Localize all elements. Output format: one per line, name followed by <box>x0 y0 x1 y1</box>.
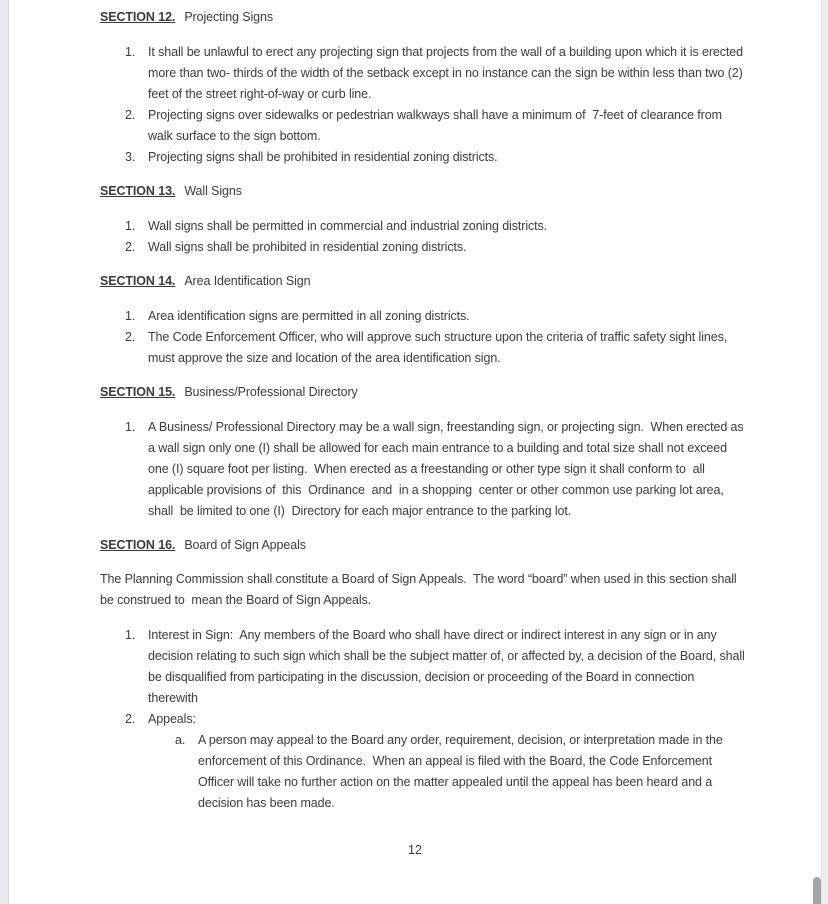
list-item-text: A Business/ Professional Directory may be a wall sign, freestanding sign, or projecting sign. When erected as a wall sign only one (I) shall be allowed for each main entrance to a building and total size shall not exceed one (I) square foot per listing. When erected as a freestanding or other type sign it shall conform to all applicable provisions of this Ordinance and in a shopping center or other common use parking lot area, shall be limited to one (I) Directory for each major entrance to the parking lot. <box>148 420 747 518</box>
page-left-edge <box>0 0 9 904</box>
ordinance-section <box>100 382 746 522</box>
list-item-text: Wall signs shall be permitted in commercial and industrial zoning districts. <box>148 219 548 233</box>
ordinance-section <box>100 271 746 369</box>
section-heading <box>100 7 746 28</box>
list-item <box>100 105 746 147</box>
list-item-text: Area identification signs are permitted in all zoning districts. <box>148 309 470 323</box>
section-label: SECTION 15. <box>100 385 176 399</box>
scrollbar-thumb[interactable] <box>813 877 821 904</box>
section-title: Wall Signs <box>184 184 242 198</box>
list-item-marker: 1. <box>125 219 136 233</box>
list-item-text: It shall be unlawful to erect any projecting sign that projects from the wall of a building upon which it is erected more than two- thirds of the width of the setback except in no instance can the sign be within less than two (2) feet of the street right-of-way or curb line. <box>148 45 747 101</box>
list-item <box>100 417 746 522</box>
list-item-text: Wall signs shall be prohibited in residential zoning districts. <box>148 240 467 254</box>
list-item-marker: 2. <box>125 712 136 726</box>
section-heading <box>100 382 746 403</box>
list-item-body <box>148 105 746 147</box>
ordinance-section <box>100 181 746 258</box>
list-item-marker: 1. <box>125 309 136 323</box>
page-number: 12 <box>408 843 422 857</box>
list-item-marker: a. <box>175 733 186 747</box>
section-heading <box>100 181 746 202</box>
section-label: SECTION 12. <box>100 10 176 24</box>
list-item-body <box>148 237 746 258</box>
ordinance-section <box>100 535 749 814</box>
list-item-body <box>148 42 746 105</box>
ordered-list <box>100 216 746 258</box>
ordered-list <box>100 417 746 522</box>
list-item <box>100 42 746 105</box>
list-item-marker: 2. <box>125 108 136 122</box>
section-paragraph: The Planning Commission shall constitute a Board of Sign Appeals. The word “board” when used in this section shall be construed to mean the Board of Sign Appeals. <box>100 572 740 607</box>
list-item-text: Appeals: <box>148 712 196 726</box>
list-item <box>100 327 746 369</box>
scrollbar-track[interactable] <box>821 0 828 904</box>
ordered-list <box>100 42 746 168</box>
ordered-list <box>100 625 749 814</box>
list-item-marker: 1. <box>125 420 136 434</box>
list-item-marker: 1. <box>125 45 136 59</box>
list-item-body <box>148 216 746 237</box>
list-item-marker: 2. <box>125 330 136 344</box>
section-title: Business/Professional Directory <box>184 385 358 399</box>
ordered-list <box>100 306 746 369</box>
section-title: Area Identification Sign <box>184 274 311 288</box>
list-item <box>100 306 746 327</box>
section-label: SECTION 16. <box>100 538 176 552</box>
list-item-marker: 3. <box>125 150 136 164</box>
document-page <box>9 0 821 904</box>
list-item-body <box>148 417 746 522</box>
section-title: Projecting Signs <box>184 10 274 24</box>
list-item <box>100 709 746 814</box>
section-title: Board of Sign Appeals <box>184 538 306 552</box>
section-label: SECTION 13. <box>100 184 176 198</box>
list-item <box>148 730 746 814</box>
list-item-marker: 2. <box>125 240 136 254</box>
list-item-text: Interest in Sign: Any members of the Board who shall have direct or indirect interest in any sign or in any decision relating to such sign which shall be the subject matter of, or affected by, a decision of the Board, shall be disqualified from participating in the discussion, decision or proceeding of the Board in connection therewith <box>148 628 749 705</box>
section-label: SECTION 14. <box>100 274 176 288</box>
list-item-body <box>148 327 746 369</box>
list-item <box>100 147 746 168</box>
list-item <box>100 237 746 258</box>
list-item-body <box>148 306 746 327</box>
list-item-body <box>148 147 746 168</box>
section-heading <box>100 271 746 292</box>
document-content <box>9 0 821 814</box>
list-item-text: Projecting signs shall be prohibited in residential zoning districts. <box>148 150 498 164</box>
sub-list <box>148 730 746 814</box>
list-item <box>100 625 749 709</box>
section-heading <box>100 535 746 556</box>
list-item-body <box>198 730 746 814</box>
list-item-body <box>148 625 749 709</box>
list-item <box>100 216 746 237</box>
list-item-text: Projecting signs over sidewalks or pedestrian walkways shall have a minimum of 7-feet of clearance from walk surface to the sign bottom. <box>148 108 726 143</box>
list-item-body <box>148 709 746 814</box>
list-item-marker: 1. <box>125 628 136 642</box>
list-item-text: A person may appeal to the Board any order, requirement, decision, or interpretation made in the enforcement of this Ordinance. When an appeal is filed with the Board, the Code Enforcement Officer will take no further action on the matter appealed until the appeal has been heard and a decision has been made. <box>198 733 727 810</box>
list-item-text: The Code Enforcement Officer, who will approve such structure upon the criteria of traffic safety sight lines, must approve the size and location of the area identification sign. <box>148 330 731 365</box>
ordinance-section <box>100 7 746 168</box>
